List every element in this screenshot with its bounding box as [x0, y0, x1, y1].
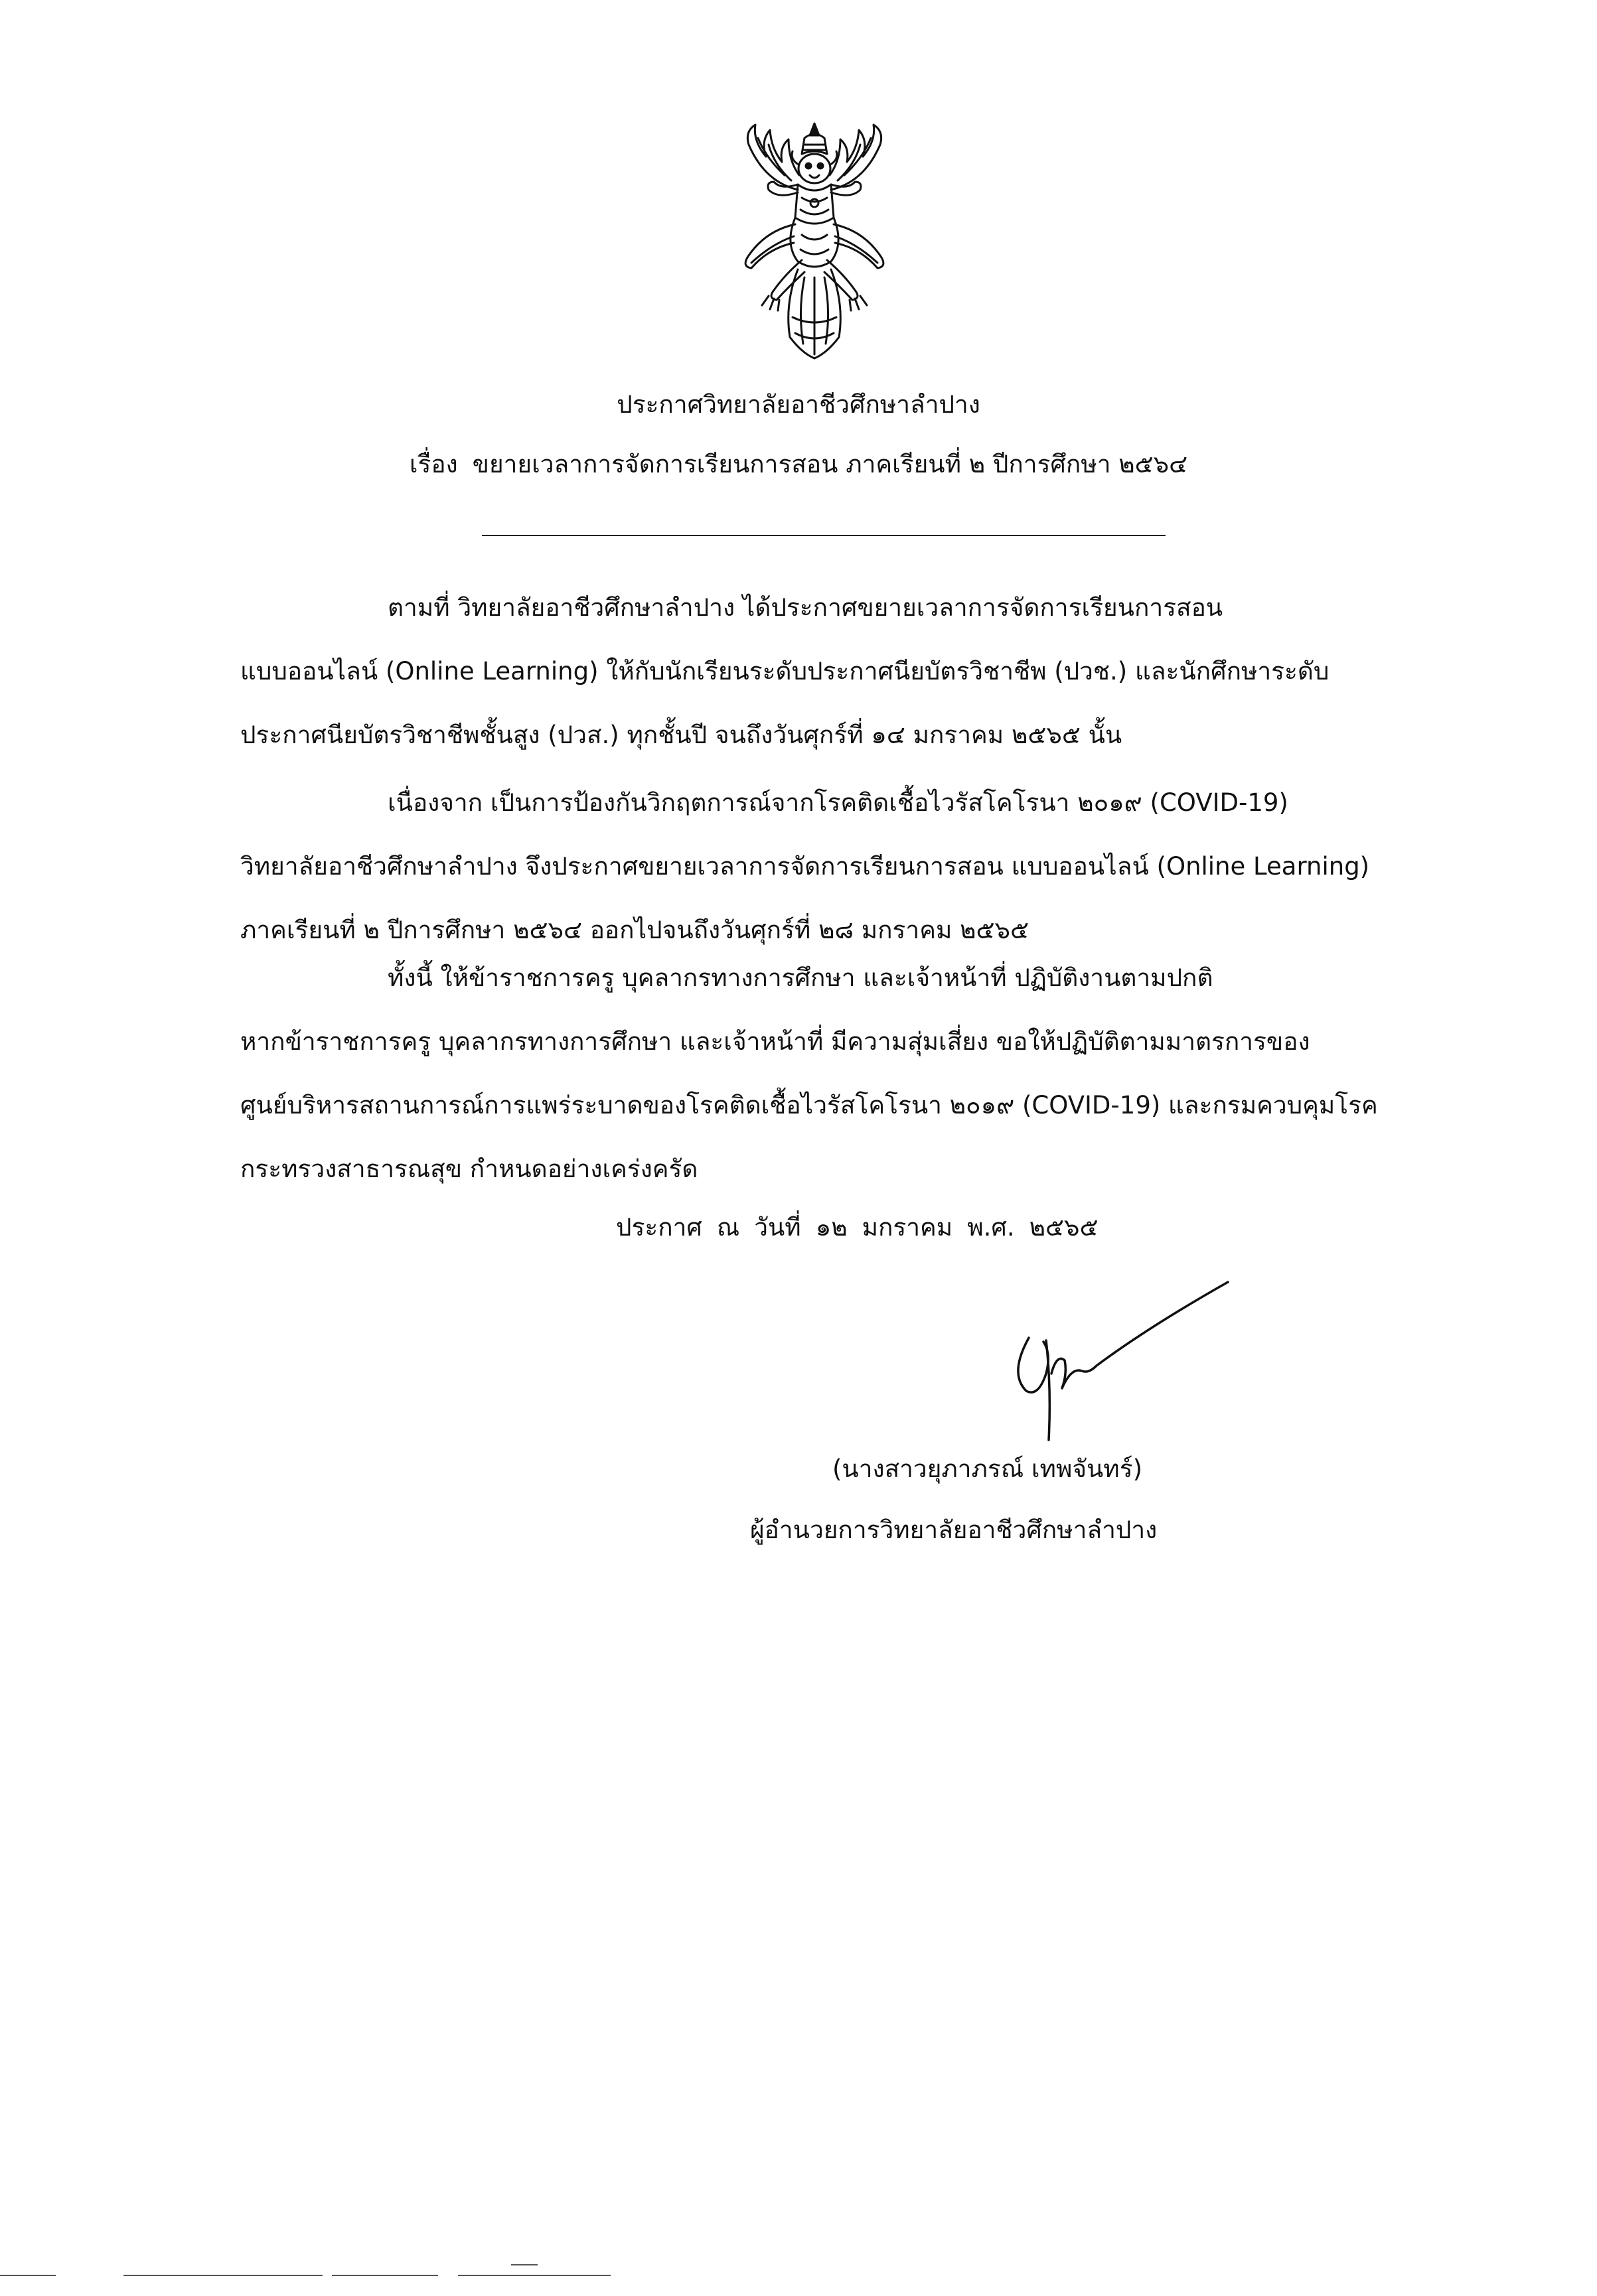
- paragraph-line: ศูนย์บริหารสถานการณ์การแพร่ระบาดของโรคติดเชื้อไวรัสโคโรนา ๒๐๑๙ (COVID-19) และกรมควบคุมโรค: [240, 1091, 1378, 1119]
- subject-text: ขยายเวลาการจัดการเรียนการสอน ภาคเรียนที่ ๒ ปีการศึกษา ๒๕๖๔: [472, 450, 1188, 478]
- paragraph-line: ประกาศนียบัตรวิชาชีพชั้นสูง (ปวส.) ทุกชั้นปี จนถึงวันศุกร์ที่ ๑๔ มกราคม ๒๕๖๕ นั้น: [240, 721, 1122, 749]
- announce-at: ณ: [716, 1213, 740, 1242]
- scan-artifact-line: [123, 2275, 323, 2276]
- scan-artifact-line: [511, 2264, 538, 2265]
- paragraph-line: หากข้าราชการครู บุคลากรทางการศึกษา และเจ้าหน้าที่ มีความสุ่มเสี่ยง ขอให้ปฏิบัติตามมาตรการของ: [240, 1027, 1310, 1056]
- paragraph-line: กระทรวงสาธารณสุข กำหนดอย่างเคร่งครัด: [240, 1155, 698, 1183]
- announce-month: มกราคม: [862, 1213, 953, 1242]
- handwritten-signature: [982, 1274, 1235, 1447]
- paragraph-line: ตามที่ วิทยาลัยอาชีวศึกษาลำปาง ได้ประกาศขยายเวลาการจัดการเรียนการสอน: [388, 593, 1223, 622]
- body-paragraph-3: [240, 946, 1428, 1201]
- scan-artifact-line: [0, 2275, 56, 2276]
- paragraph-line: ภาคเรียนที่ ๒ ปีการศึกษา ๒๕๖๔ ออกไปจนถึงวันศุกร์ที่ ๒๘ มกราคม ๒๕๖๕: [240, 916, 1029, 944]
- announce-era: พ.ศ.: [967, 1213, 1015, 1242]
- title-divider: [482, 535, 1166, 536]
- announcement-subject: [0, 438, 1597, 491]
- announce-year: ๒๕๖๕: [1029, 1213, 1099, 1242]
- signatory-position: ผู้อำนวยการวิทยาลัยอาชีวศึกษาลำปาง: [750, 1516, 1158, 1544]
- signatory-name: (นางสาวยุภาภรณ์ เทพจันทร์): [832, 1455, 1142, 1483]
- subject-label: เรื่อง: [409, 450, 458, 478]
- scan-artifact-line: [332, 2275, 438, 2276]
- announcement-title: ประกาศวิทยาลัยอาชีวศึกษาลำปาง: [617, 390, 980, 419]
- paragraph-line: ทั้งนี้ ให้ข้าราชการครู บุคลากรทางการศึกษา และเจ้าหน้าที่ ปฏิบัติงานตามปกติ: [388, 964, 1213, 992]
- body-paragraph-2: [240, 771, 1428, 962]
- paragraph-line: แบบออนไลน์ (Online Learning) ให้กับนักเรียนระดับประกาศนียบัตรวิชาชีพ (ปวช.) และนักศึกษาระดับ: [240, 657, 1330, 685]
- announcement-date: [616, 1201, 1098, 1254]
- paragraph-line: วิทยาลัยอาชีวศึกษาลำปาง จึงประกาศขยายเวลาการจัดการเรียนการสอน แบบออนไลน์ (Online Learning): [240, 852, 1370, 881]
- body-paragraph-1: [240, 576, 1428, 767]
- scan-artifact-line: [458, 2275, 611, 2276]
- announce-day: ๑๒: [815, 1213, 848, 1242]
- announce-prefix: ประกาศ: [616, 1213, 702, 1242]
- garuda-emblem-icon: [705, 118, 924, 364]
- announce-day-label: วันที่: [754, 1213, 801, 1242]
- paragraph-line: เนื่องจาก เป็นการป้องกันวิกฤตการณ์จากโรคติดเชื้อไวรัสโคโรนา ๒๐๑๙ (COVID-19): [388, 788, 1288, 817]
